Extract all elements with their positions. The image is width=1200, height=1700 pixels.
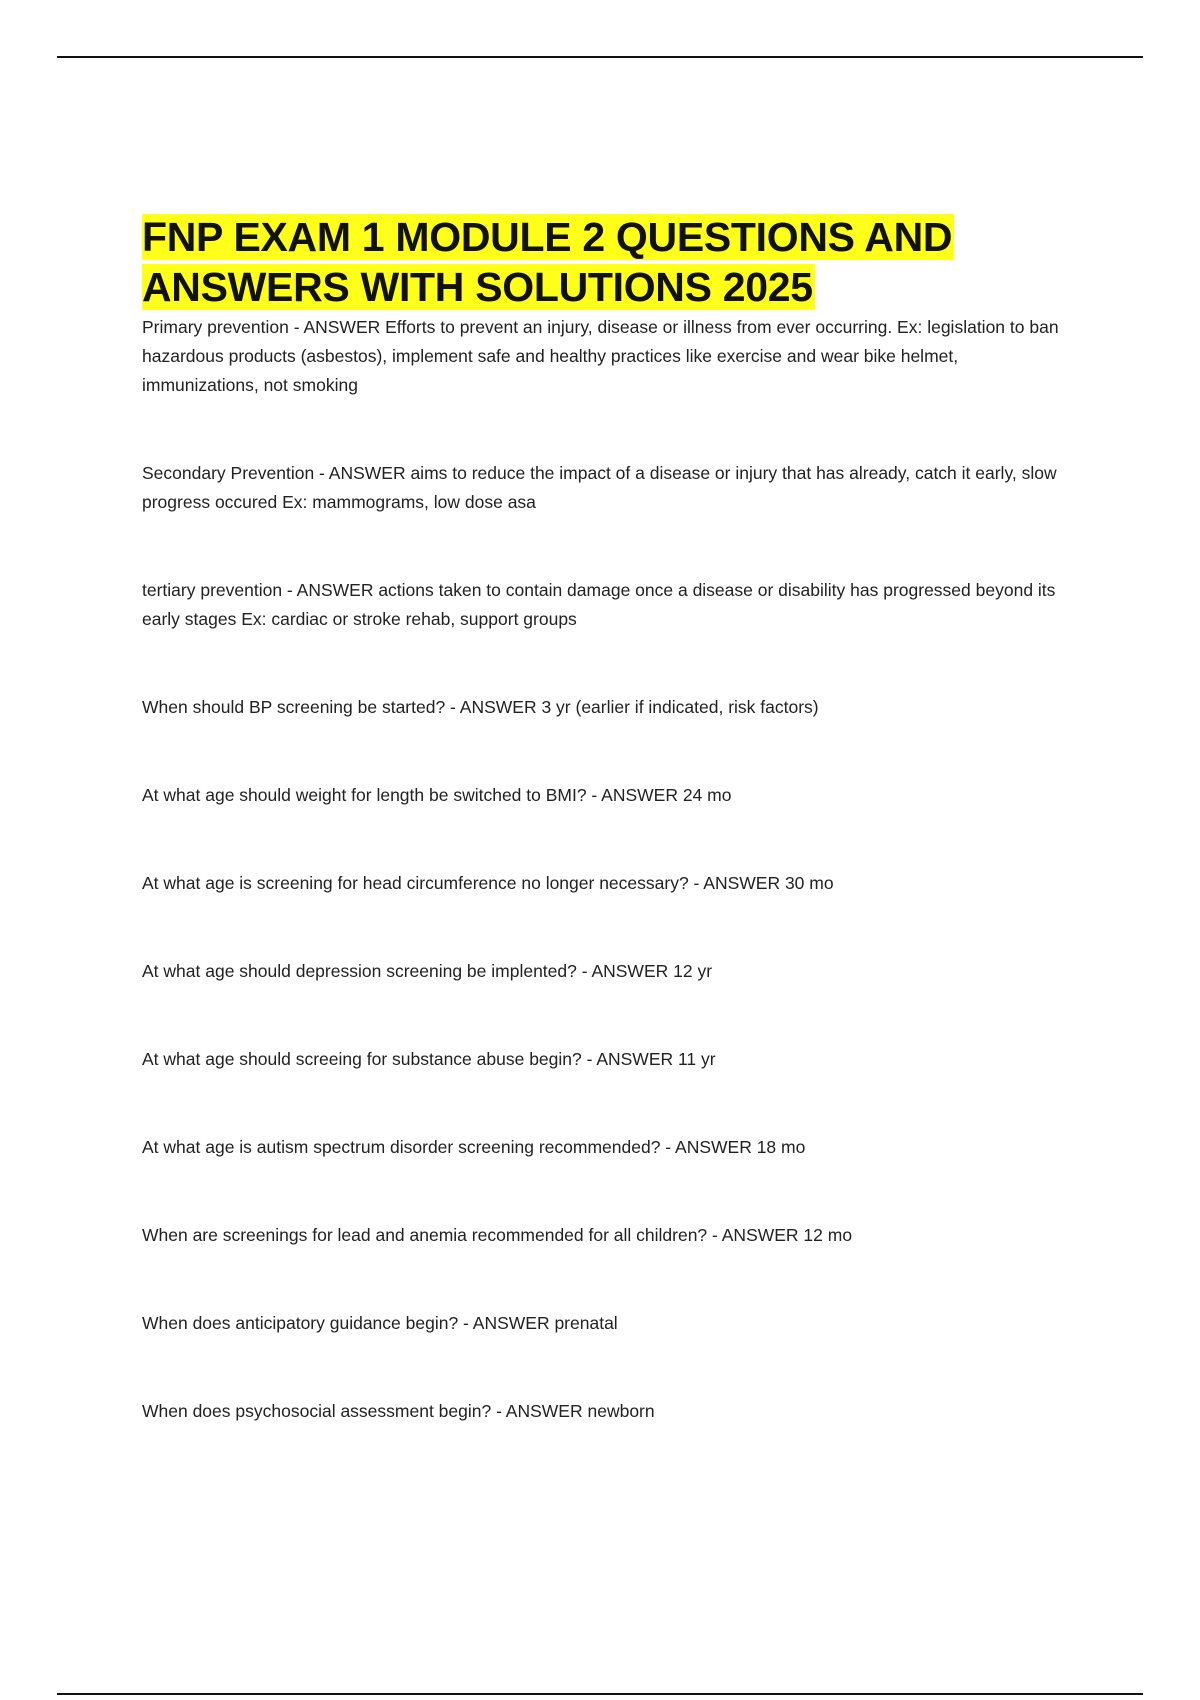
title-line-1: FNP EXAM 1 MODULE 2 QUESTIONS AND [142, 214, 953, 260]
qa-item-head-circumference: At what age is screening for head circumference no longer necessary? - ANSWER 30 mo [142, 873, 834, 893]
qa-item-depression-screening: At what age should depression screening be implented? - ANSWER 12 yr [142, 961, 713, 981]
title-line-2: ANSWERS WITH SOLUTIONS 2025 [142, 264, 813, 310]
qa-item-secondary-prevention: Secondary Prevention - ANSWER aims to reduce the impact of a disease or injury that has already, catch it early, slow progress occured Ex: mammograms, low dose asa [142, 463, 1057, 512]
qa-item-bmi: At what age should weight for length be switched to BMI? - ANSWER 24 mo [142, 785, 732, 805]
qa-item-bp-screening: When should BP screening be started? - ANSWER 3 yr (earlier if indicated, risk factors) [142, 697, 819, 717]
header-rule [57, 56, 1143, 58]
document-body [142, 212, 1062, 1426]
qa-item-tertiary-prevention: tertiary prevention - ANSWER actions taken to contain damage once a disease or disability has progressed beyond its early stages Ex: cardiac or stroke rehab, support groups [142, 580, 1056, 629]
qa-item-lead-anemia: When are screenings for lead and anemia recommended for all children? - ANSWER 12 mo [142, 1225, 853, 1245]
qa-item-autism-screening: At what age is autism spectrum disorder screening recommended? - ANSWER 18 mo [142, 1137, 806, 1157]
footer-rule [57, 1693, 1143, 1695]
qa-item-primary-prevention: Primary prevention - ANSWER Efforts to prevent an injury, disease or illness from ever occurring. Ex: legislation to ban hazardous products (asbestos), implement safe and healthy practices like exercise and wear bike helmet, immunizations, not smoking [142, 317, 1059, 395]
qa-item-anticipatory-guidance: When does anticipatory guidance begin? - ANSWER prenatal [142, 1313, 618, 1333]
document-title [142, 212, 1062, 312]
qa-item-substance-abuse: At what age should screeing for substance abuse begin? - ANSWER 11 yr [142, 1049, 716, 1069]
qa-item-psychosocial-assessment: When does psychosocial assessment begin? - ANSWER newborn [142, 1401, 655, 1421]
